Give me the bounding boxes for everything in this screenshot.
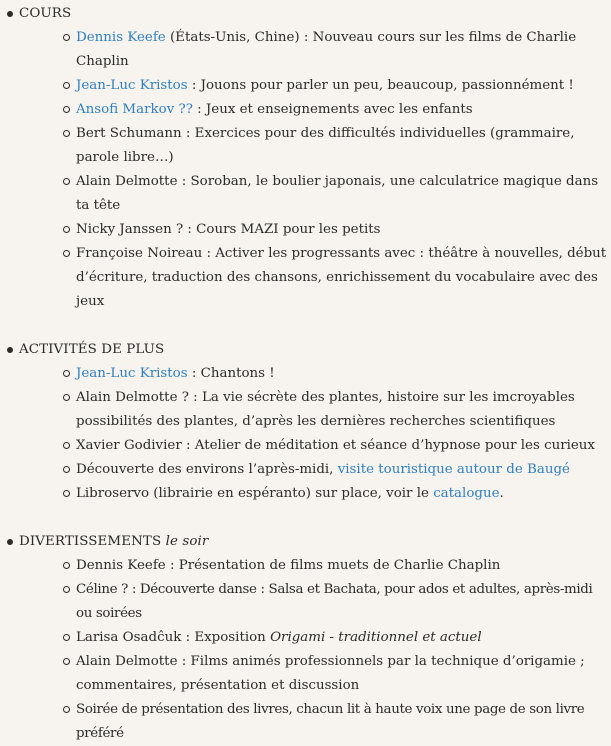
list-item [19,482,611,506]
circle-bullet-icon [63,442,70,449]
list-item [19,434,611,458]
item-text: Françoise Noireau : Activer les progressants avec : théâtre à nouvelles, début d’écriture, traduction des chansons, enrichissement du vocabulaire avec des jeux [76,246,607,309]
circle-bullet-icon [63,562,70,569]
section-title [19,534,208,549]
item-text: (États-Unis, Chine) : Nouveau cours sur les films de Charlie Chaplin [76,30,577,69]
list-item [19,218,611,242]
circle-bullet-icon [63,106,70,113]
item-text: Dennis Keefe : Présentation de films muets de Charlie Chaplin [76,558,501,573]
section-title-main: DIVERTISSEMENTS [19,534,162,549]
item-text: Céline ? : Découverte danse : Salsa et Bachata, pour ados et adultes, après-midi ou soirées [76,582,593,621]
section-cours [0,2,611,314]
list-item [19,386,611,434]
list-item [19,242,611,314]
item-text: : Jouons pour parler un peu, beaucoup, passionnément ! [187,78,574,93]
circle-bullet-icon [63,82,70,89]
section-divertissements [0,530,611,746]
list-item [19,362,611,386]
item-text: Découverte des environs l’après-midi, [76,462,338,477]
teacher-link[interactable]: Jean-Luc Kristos [76,366,188,381]
bullet-icon [7,539,13,545]
circle-bullet-icon [63,466,70,473]
bullet-icon [7,11,13,17]
list-item [19,170,611,218]
item-text: Larisa Osadĉuk : Exposition [76,630,271,645]
catalogue-link[interactable]: catalogue [433,486,500,501]
circle-bullet-icon [63,226,70,233]
circle-bullet-icon [63,658,70,665]
item-text: : Jeux et enseignements avec les enfants [192,102,473,117]
circle-bullet-icon [63,586,70,593]
exhibition-title: Origami - traditionnel et actuel [270,630,482,645]
list-item [19,578,611,626]
circle-bullet-icon [63,490,70,497]
section-title: ACTIVITÉS DE PLUS [19,342,165,357]
item-text: Alain Delmotte : Soroban, le boulier japonais, une calculatrice magique dans ta tête [76,174,599,213]
item-text: Xavier Godivier : Atelier de méditation et séance d’hypnose pour les curieux [76,438,595,453]
bullet-icon [7,347,13,353]
item-text: : Chantons ! [187,366,275,381]
list-item [19,74,611,98]
section-activites [0,338,611,506]
circle-bullet-icon [63,130,70,137]
section-title-emphasis: le soir [165,534,209,549]
program-document [0,2,611,746]
tour-link[interactable]: visite touristique autour de Baugé [337,462,570,477]
item-text: Libroservo (librairie en espéranto) sur place, voir le [76,486,434,501]
item-text: Nicky Janssen ? : Cours MAZI pour les petits [76,222,381,237]
circle-bullet-icon [63,370,70,377]
item-list [19,26,611,314]
item-list [19,554,611,746]
teacher-link[interactable]: Dennis Keefe [76,30,166,45]
section-list [0,2,611,746]
teacher-link[interactable]: Jean-Luc Kristos [76,78,188,93]
circle-bullet-icon [63,178,70,185]
list-item [19,26,611,74]
list-item [19,698,611,746]
list-item [19,650,611,698]
item-list [19,362,611,506]
list-item [19,98,611,122]
section-title: COURS [19,6,72,21]
list-item [19,458,611,482]
circle-bullet-icon [63,250,70,257]
list-item [19,122,611,170]
list-item [19,626,611,650]
item-text: Alain Delmotte ? : La vie sécrète des plantes, histoire sur les imcroyables possibilités des plantes, d’après les dernières recherches scientifiques [76,390,575,429]
item-text: Soirée de présentation des livres, chacun lit à haute voix une page de son livre préféré [76,702,585,741]
circle-bullet-icon [63,34,70,41]
circle-bullet-icon [63,706,70,713]
teacher-link[interactable]: Ansofi Markov ?? [76,102,193,117]
item-text: Bert Schumann : Exercices pour des difficultés individuelles (grammaire, parole libre…) [76,126,575,165]
circle-bullet-icon [63,394,70,401]
circle-bullet-icon [63,634,70,641]
item-text-suffix: . [499,486,504,501]
item-text: Alain Delmotte : Films animés professionnels par la technique d’origamie ; commentaires, présentation et discussion [76,654,585,693]
list-item [19,554,611,578]
